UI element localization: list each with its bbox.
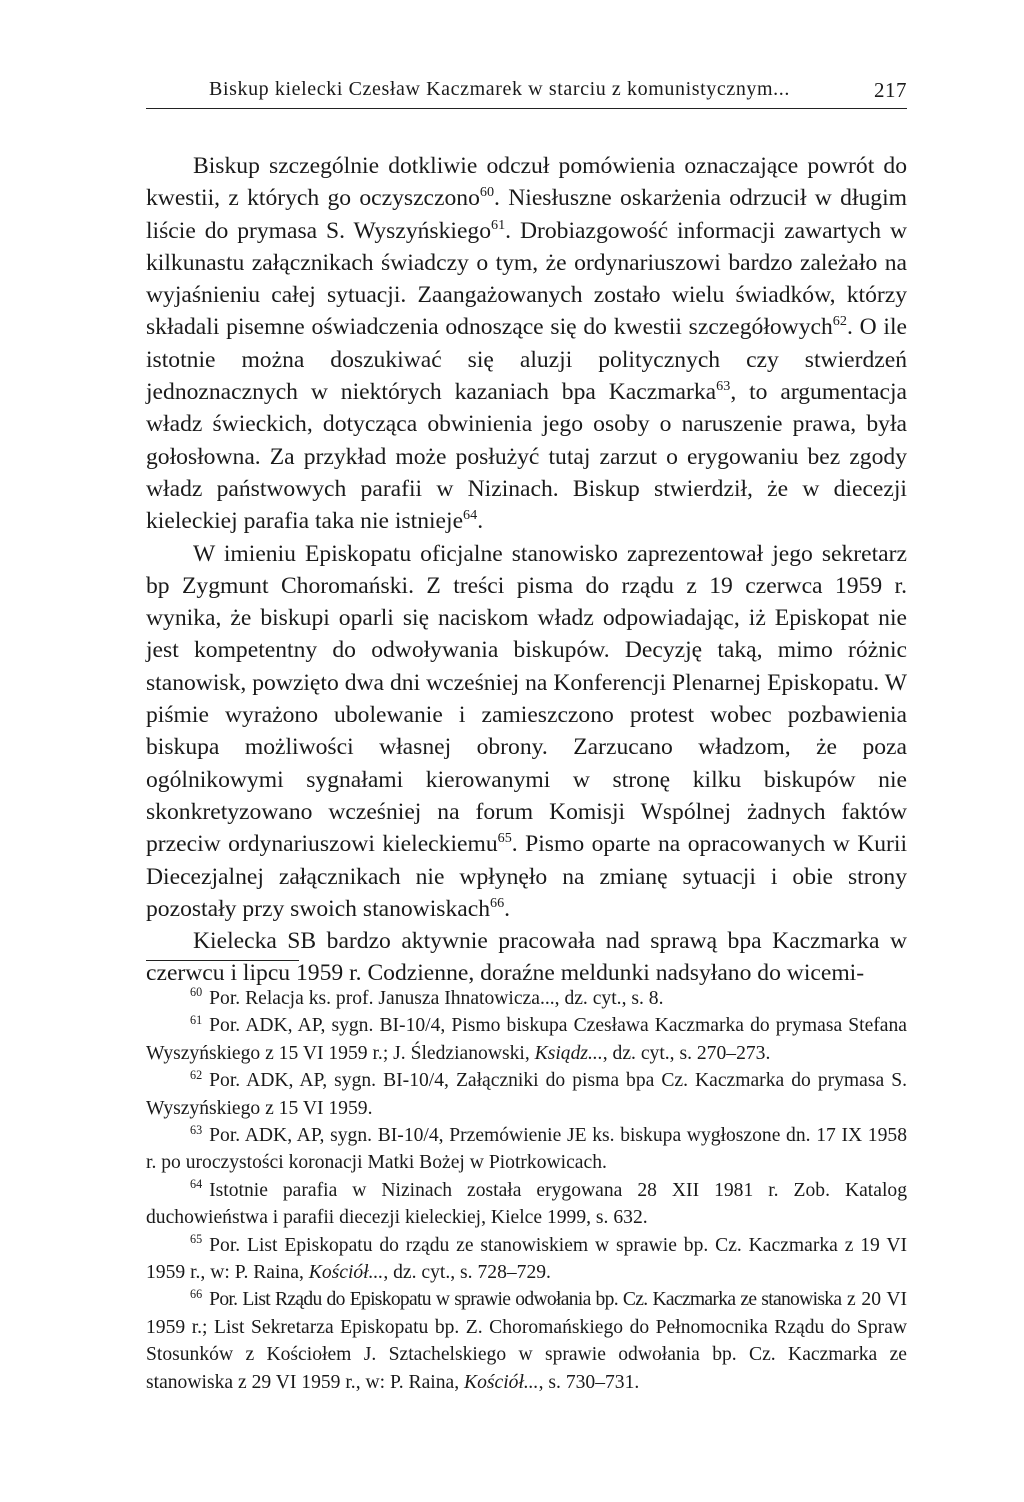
text-run: W imieniu Episkopatu oficjalne stanowisko zaprezentował jego sekretarz bp Zygmunt Choromański. Z treści pisma do rządu z 19 czerwca 1959 r. wynika, że biskupi oparli się naciskom władz odpowiadając, iż Episkopat nie jest kompetentny do odwoływania biskupów. Decyzję taką, mimo różnic stanowisk, powzięto dwa dni wcześniej na Konferencji Plenarnej Episkopatu. W piśmie wyrażono ubolewanie i zamieszczono protest wobec pozbawienia biskupa możliwości własnej obrony. Zarzucano władzom, że poza ogólnikowymi sygnałami kierowanymi w stronę kilku biskupów nie skonkretyzowano wcześniej na forum Komisji Wspólnej żadnych faktów przeciw ordynariuszowi kieleckiemu: [146, 540, 907, 858]
text-run: Biskup szczególnie dotkliwie odczuł pomówienia oznaczające powrót do kwestii, z których go oczyszczono: [146, 153, 907, 212]
footnote-text: Istotnie parafia w Nizinach została erygowana 28 XII 1981 r. Zob. Katalog duchowieństwa i parafii diecezji kieleckiej, Kielce 1999, s. 632.: [146, 1179, 907, 1229]
footnote-ref: 64: [463, 507, 478, 524]
footnote: [146, 1177, 907, 1232]
footnote-text: z 20 VI 1959 r.; List Sekretarza Episkopatu bp. Z. Choromańskiego do Pełnomocnika Rządu do Spraw Stosunków z Kościołem J. Sztachelskiego w sprawie odwołania bp. Cz. Kaczmarka ze stanowiska z 29 VI 1959 r., w: P. Raina,: [146, 1289, 907, 1393]
text-run: . Drobiazgowość informacji zawartych w kilkunastu załącznikach świadczy o tym, że ordynariuszowi bardzo zależało na wyjaśnieniu całej sytuacji. Zaangażowanych zostało wielu świadków, którzy składali pisemne oświadczenia odnoszące się do kwestii szczegółowych: [146, 217, 907, 341]
footnote-text: , dz. cyt., s. 270–273.: [602, 1042, 771, 1064]
footnote-number: 63: [190, 1122, 203, 1137]
italic-title: Ksiądz...: [534, 1042, 603, 1064]
text-run: . O ile istotnie można doszukiwać się aluzji politycznych czy stwierdzeń jednoznacznych w niektórych kazaniach bpa Kaczmarka: [146, 314, 907, 406]
footnote-text: Por. List Episkopatu do rządu ze stanowiskiem w sprawie bp. Cz. Kaczmarka z 19 VI 1959 r., w: P. Raina,: [146, 1234, 907, 1284]
footnote-ref: 61: [491, 216, 506, 233]
footnote-text: Por. ADK, AP, sygn. BI-10/4, Załączniki do pisma bpa Cz. Kaczmarka do prymasa S. Wyszyńskiego z 15 VI 1959.: [146, 1070, 907, 1119]
footnote-ref: 63: [716, 378, 731, 395]
italic-title: Kościół...: [464, 1371, 539, 1393]
footnote-number: 61: [190, 1012, 203, 1027]
footnote: [146, 1232, 907, 1287]
footnote-ref: 66: [490, 894, 505, 911]
page-header: [146, 72, 907, 109]
footnotes: [146, 985, 907, 1396]
footnote-number: 65: [190, 1232, 203, 1247]
footnote: [146, 1122, 907, 1177]
text-run: . Niesłuszne oskarżenia odrzucił w długim liście do prymasa S. Wyszyńskiego: [146, 185, 907, 244]
italic-title: Kościół...: [308, 1262, 384, 1284]
footnote-text: Por. Relacja ks. prof. Janusza Ihnatowicza..., dz. cyt., s. 8.: [209, 988, 664, 1009]
footnote-text: Por. ADK, AP, sygn. BI-10/4, Przemówienie JE ks. biskupa wygłoszone dn. 17 IX 1958 r. po uroczystości koronacji Matki Bożej w Piotrkowicach.: [146, 1125, 907, 1174]
footnote-number: 60: [190, 985, 203, 1000]
footnote-ref: 60: [479, 184, 495, 201]
page-number: 217: [874, 78, 907, 102]
text-run: .: [504, 895, 511, 922]
footnote-number: 62: [190, 1067, 203, 1082]
text-run: . Pismo oparte na opracowanych w Kurii Diecezjalnej załącznikach nie wpłynęło na zmianę sytuacji i obie strony pozostały przy swoich stanowiskach: [146, 831, 907, 922]
footnote-separator: [146, 960, 299, 961]
text-run: , to argumentacja władz świeckich, dotycząca obwinienia jego osoby o naruszenie prawa, była gołosłowna. Za przykład może posłużyć tutaj zarzut o erygowaniu bez zgody władz państwowych parafii w Nizinach. Biskup stwierdził, że w diecezji kieleckiej parafia taka nie istnieje: [146, 379, 907, 535]
paragraph: [146, 538, 907, 926]
footnote: [146, 985, 907, 1012]
paragraph: Kielecka SB bardzo aktywnie pracowała nad sprawą bpa Kaczmarka w czerwcu i lipcu 1959 r. Codzienne, doraźne meldunki nadsyłano do wicemi-: [146, 928, 907, 987]
footnote-text: , dz. cyt., s. 728–729.: [383, 1262, 551, 1284]
footnote-text: Por. ADK, AP, sygn. BI-10/4, Pismo biskupa Czesława Kaczmarka do prymasa Stefana Wyszyńskiego z 15 VI 1959 r.; J. Śledzianowski,: [146, 1015, 907, 1064]
text-run: .: [477, 508, 484, 535]
footnote-number: 66: [190, 1286, 203, 1301]
main-text: [146, 150, 907, 990]
footnote-ref: 62: [832, 313, 847, 330]
footnote-text: Por. List Rządu do Episkopatu w sprawie odwołania bp. Cz. Kaczmarka ze stanowiska: [209, 1289, 842, 1311]
paragraph: [146, 150, 907, 538]
footnote-number: 64: [190, 1177, 203, 1192]
footnote: [146, 1012, 907, 1067]
running-head: Biskup kielecki Czesław Kaczmarek w starciu z komunistycznym...: [209, 78, 790, 100]
footnote-text: , s. 730–731.: [538, 1371, 640, 1393]
footnote: [146, 1067, 907, 1122]
footnote: [146, 1286, 907, 1396]
footnote-ref: 65: [497, 830, 512, 847]
